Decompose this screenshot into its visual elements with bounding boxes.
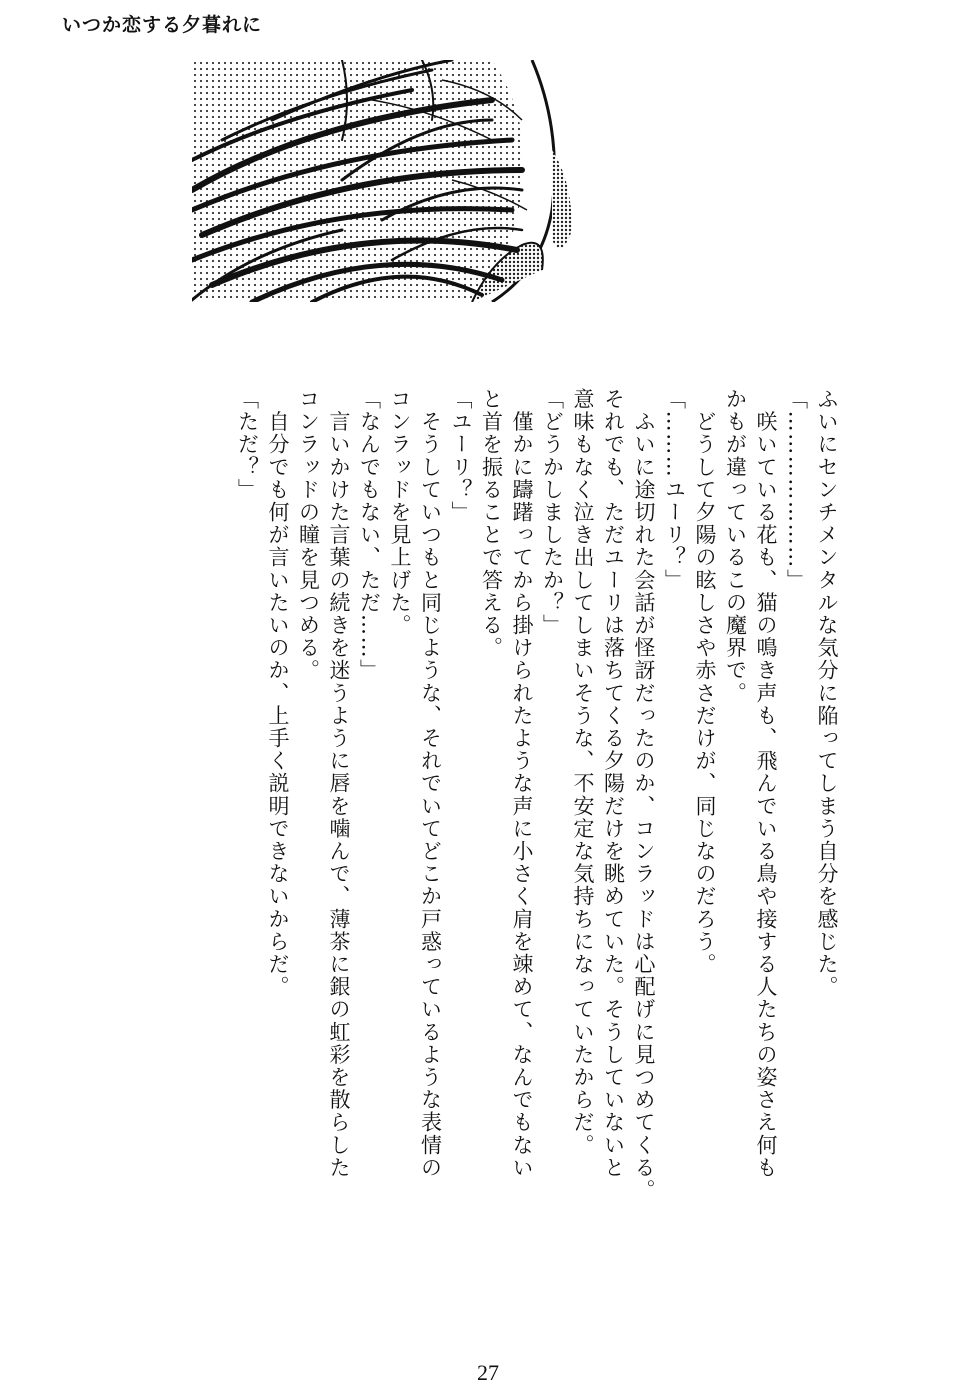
text-line: 「ユーリ？」: [449, 388, 473, 524]
book-title-header: いつか恋する夕暮れに: [62, 14, 263, 36]
manga-illustration: [192, 60, 680, 302]
text-line: 「…………………」: [784, 388, 809, 592]
text-line: 意味もなく泣き出してしまいそうな、不安定な気持ちになっていたからだ。: [571, 388, 595, 1157]
text-line: コンラッドを見上げた。: [388, 388, 412, 637]
text-line: 「ただ？」: [235, 388, 260, 501]
page-number: 27: [477, 1360, 499, 1385]
text-line: 自分でも何が言いたいのか、上手く説明できないからだ。: [266, 388, 290, 999]
text-line: かもが違っているこの魔界で。: [723, 388, 748, 705]
manga-hair-illustration-icon: [192, 60, 680, 302]
text-line: 言いかけた言葉の続きを迷うように唇を噛んで、薄茶に銀の虹彩を散らした: [327, 388, 351, 1179]
novel-body-text: [80, 388, 842, 1268]
text-line: と首を振ることで答える。: [479, 388, 504, 660]
text-line: ふいにセンチメンタルな気分に陥ってしまう自分を感じた。: [815, 388, 839, 999]
text-line: 僅かに躊躇ってから掛けられたような声に小さく肩を竦めて、なんでもない: [510, 388, 534, 1179]
text-line: 「………ユーリ？」: [662, 388, 687, 592]
text-line: 「なんでもない、ただ……」: [357, 388, 382, 682]
text-line: 咲いている花も、猫の鳴き声も、飛んでいる鳥や接する人たちの姿さえ何も: [754, 388, 778, 1179]
text-line: ふいに途切れた会話が怪訝だったのか、コンラッドは心配げに見つめてくる。: [632, 388, 656, 1202]
text-line: 「どうかしましたか？」: [540, 388, 565, 637]
text-line: それでも、ただユーリは落ちてくる夕陽だけを眺めていた。そうしていないと: [601, 388, 626, 1179]
text-line: コンラッドの瞳を見つめる。: [296, 388, 321, 682]
text-line: どうして夕陽の眩しさや赤さだけが、同じなのだろう。: [693, 388, 717, 976]
text-line: そうしていつもと同じような、それでいてどこか戸惑っているような表情の: [418, 388, 443, 1179]
